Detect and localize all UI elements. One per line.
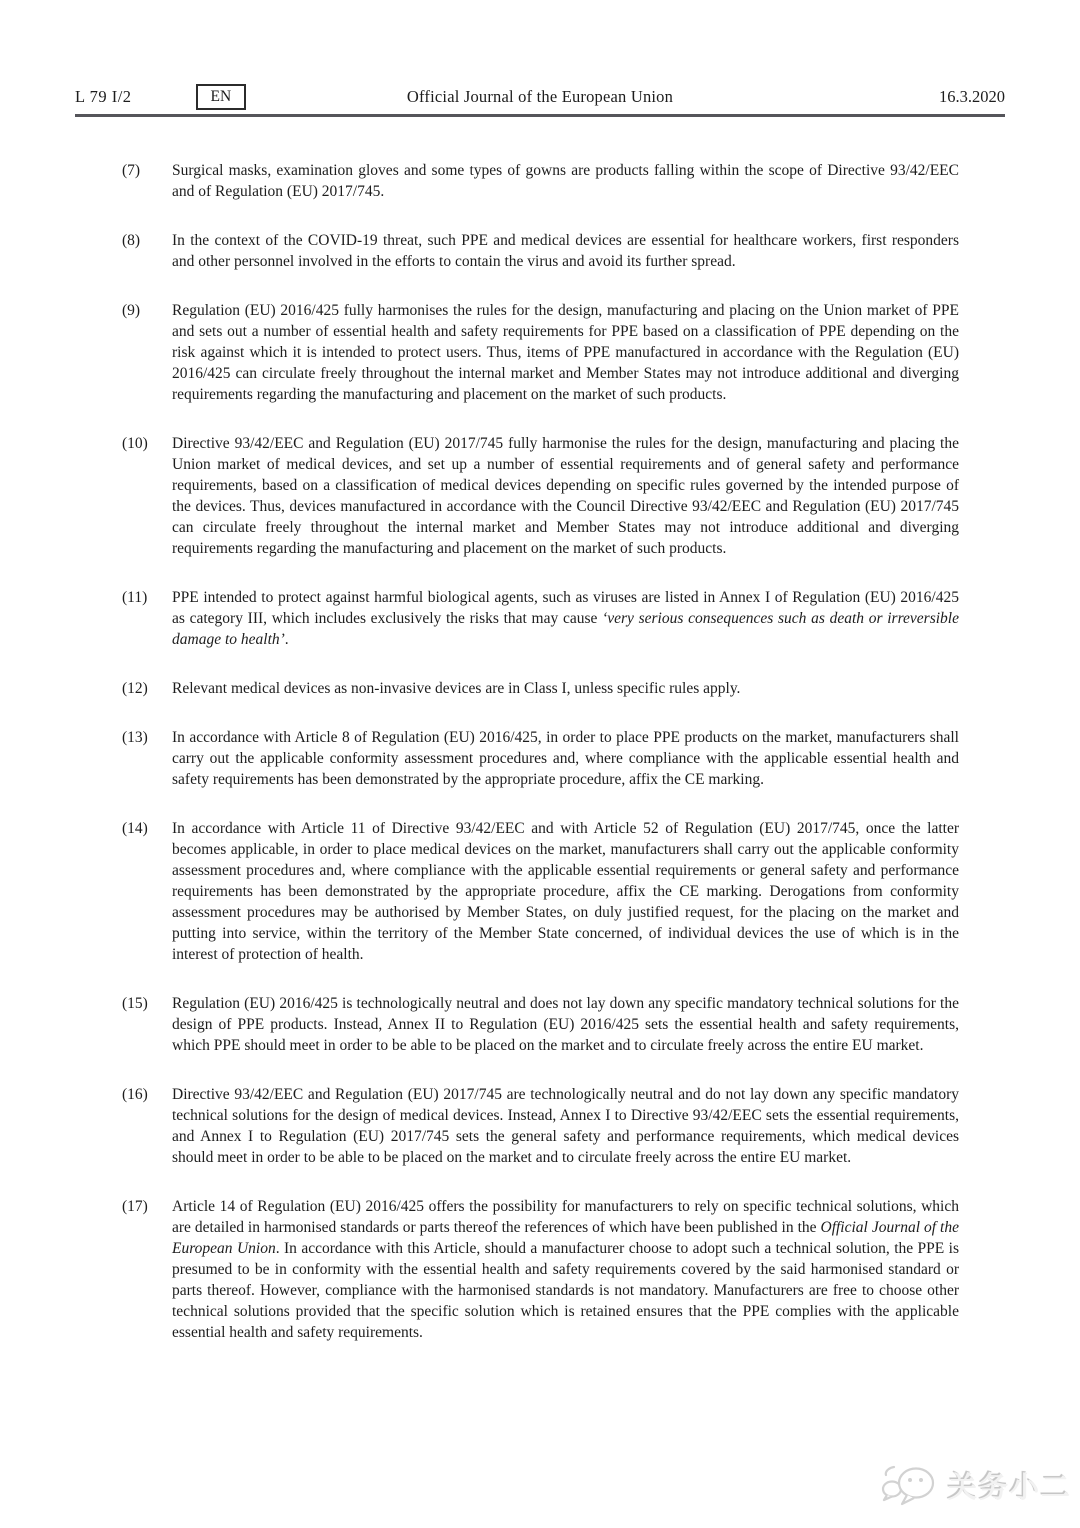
- recital-item: [122, 1196, 959, 1343]
- recital-text: Regulation (EU) 2016/425 fully harmonises the rules for the design, manufacturing and placing on the Union market of PPE and sets out a number of essential health and safety requirements for PPE based on a classification of PPE depending on the risk against which it is intended to protect users. Thus, items of PPE manufactured in accordance with the Regulation (EU) 2016/425 can circulate freely throughout the internal market and Member States may not introduce additional and diverging requirements regarding the manufacturing and placement on the market of such products.: [172, 302, 959, 403]
- recital-item: [122, 433, 959, 559]
- recital-number: (10): [122, 435, 148, 452]
- recital-number: (8): [122, 232, 141, 249]
- document-number: L 79 I/2: [75, 87, 132, 106]
- watermark-text: 关务小二: [948, 1469, 1073, 1504]
- language-badge: EN: [196, 84, 247, 110]
- recitals-list: [122, 160, 959, 1371]
- recital-item: [122, 160, 959, 202]
- recital-item: [122, 727, 959, 790]
- recital-text: Regulation (EU) 2016/425 is technologically neutral and does not lay down any specific mandatory technical solutions for the design of PPE products. Instead, Annex II to Regulation (EU) 2016/425 sets the essential health and safety requirements, which PPE should meet in order to be able to be placed on the market and to circulate freely across the entire EU market.: [172, 995, 959, 1054]
- recital-text: In the context of the COVID-19 threat, such PPE and medical devices are essential for healthcare workers, first responders and other personnel involved in the efforts to contain the virus and avoid its further spread.: [172, 232, 959, 270]
- recital-number: (14): [122, 820, 148, 837]
- recital-text: Directive 93/42/EEC and Regulation (EU) 2017/745 fully harmonise the rules for the design, manufacturing and placing the Union market of medical devices, and set up a number of essential requirements and of general safety and performance requirements, based on a classification of medical devices depending on specific rules governed by the intended purpose of the devices. Thus, devices manufactured in accordance with the Council Directive 93/42/EEC and Regulation (EU) 2017/745 can circulate freely throughout the internal market and Member States may not introduce additional and diverging requirements regarding the manufacturing and placement on the market of such products.: [172, 435, 959, 557]
- recital-item: [122, 818, 959, 965]
- recital-text: PPE intended to protect against harmful biological agents, such as viruses are listed in Annex I of Regulation (EU) 2016/425 as category III, which includes exclusively the risks that may cause ‘very serious consequences such as death or irreversible damage to health’.: [172, 589, 959, 648]
- recital-item: [122, 678, 959, 699]
- recital-text: In accordance with Article 11 of Directive 93/42/EEC and with Article 52 of Regulation (EU) 2017/745, once the latter becomes applicable, in order to place medical devices on the market, manufacturers shall carry out the applicable conformity assessment procedures and, where compliance with the applicable essential requirements or general safety and performance requirements has been demonstrated by the appropriate procedure, affix the CE marking. Derogations from conformity assessment procedures may be authorised by Member States, on duly justified request, for the placing on the market and putting into service, within the territory of the Member State concerned, of individual devices the use of which is in the interest of protection of health.: [172, 820, 959, 963]
- recital-number: (11): [122, 589, 148, 606]
- recital-text: In accordance with Article 8 of Regulation (EU) 2016/425, in order to place PPE products on the market, manufacturers shall carry out the applicable conformity assessment procedures and, where compliance with the applicable essential health and safety requirements has been demonstrated by the appropriate procedure, affix the CE marking.: [172, 729, 959, 788]
- header-rule: [75, 114, 1005, 117]
- recital-number: (17): [122, 1198, 148, 1215]
- recital-number: (9): [122, 302, 141, 319]
- page-header: [75, 84, 1005, 110]
- recital-number: (7): [122, 162, 141, 179]
- journal-title: Official Journal of the European Union: [406, 87, 674, 106]
- wechat-icon: [880, 1463, 940, 1507]
- recital-number: (13): [122, 729, 148, 746]
- recital-item: [122, 993, 959, 1056]
- recital-text: Directive 93/42/EEC and Regulation (EU) 2017/745 are technologically neutral and do not lay down any specific mandatory technical solutions for the design of medical devices. Instead, Annex I to Directive 93/42/EEC sets the essential requirements, and Annex I to Regulation (EU) 2017/745 sets the general safety and performance requirements, which medical devices should meet in order to be able to be placed on the market and to circulate freely across the entire EU market.: [172, 1086, 959, 1166]
- recital-text: Article 14 of Regulation (EU) 2016/425 offers the possibility for manufacturers to rely on specific technical solutions, which are detailed in harmonised standards or parts thereof the references of which have been published in the Official Journal of the European Union. In accordance with this Article, should a manufacturer choose to adopt such a technical solution, the PPE is presumed to be in conformity with the essential health and safety requirements covered by the said harmonised standard or parts thereof. However, compliance with the harmonised standards is not mandatory. Manufacturers are free to choose other technical solutions provided that the specific solution which is retained ensures that the PPE complies with the applicable essential health and safety requirements.: [172, 1198, 959, 1341]
- recital-text: Surgical masks, examination gloves and some types of gowns are products falling within the scope of Directive 93/42/EEC and of Regulation (EU) 2017/745.: [172, 162, 959, 200]
- header-left: [75, 84, 335, 110]
- issue-date: 16.3.2020: [939, 87, 1005, 106]
- recital-item: [122, 1084, 959, 1168]
- recital-number: (16): [122, 1086, 148, 1103]
- recital-item: [122, 587, 959, 650]
- recital-number: (15): [122, 995, 148, 1012]
- recital-item: [122, 230, 959, 272]
- recital-number: (12): [122, 680, 148, 697]
- recital-item: [122, 300, 959, 405]
- watermark: [880, 1463, 1072, 1507]
- recital-text: Relevant medical devices as non-invasive devices are in Class I, unless specific rules apply.: [172, 680, 741, 697]
